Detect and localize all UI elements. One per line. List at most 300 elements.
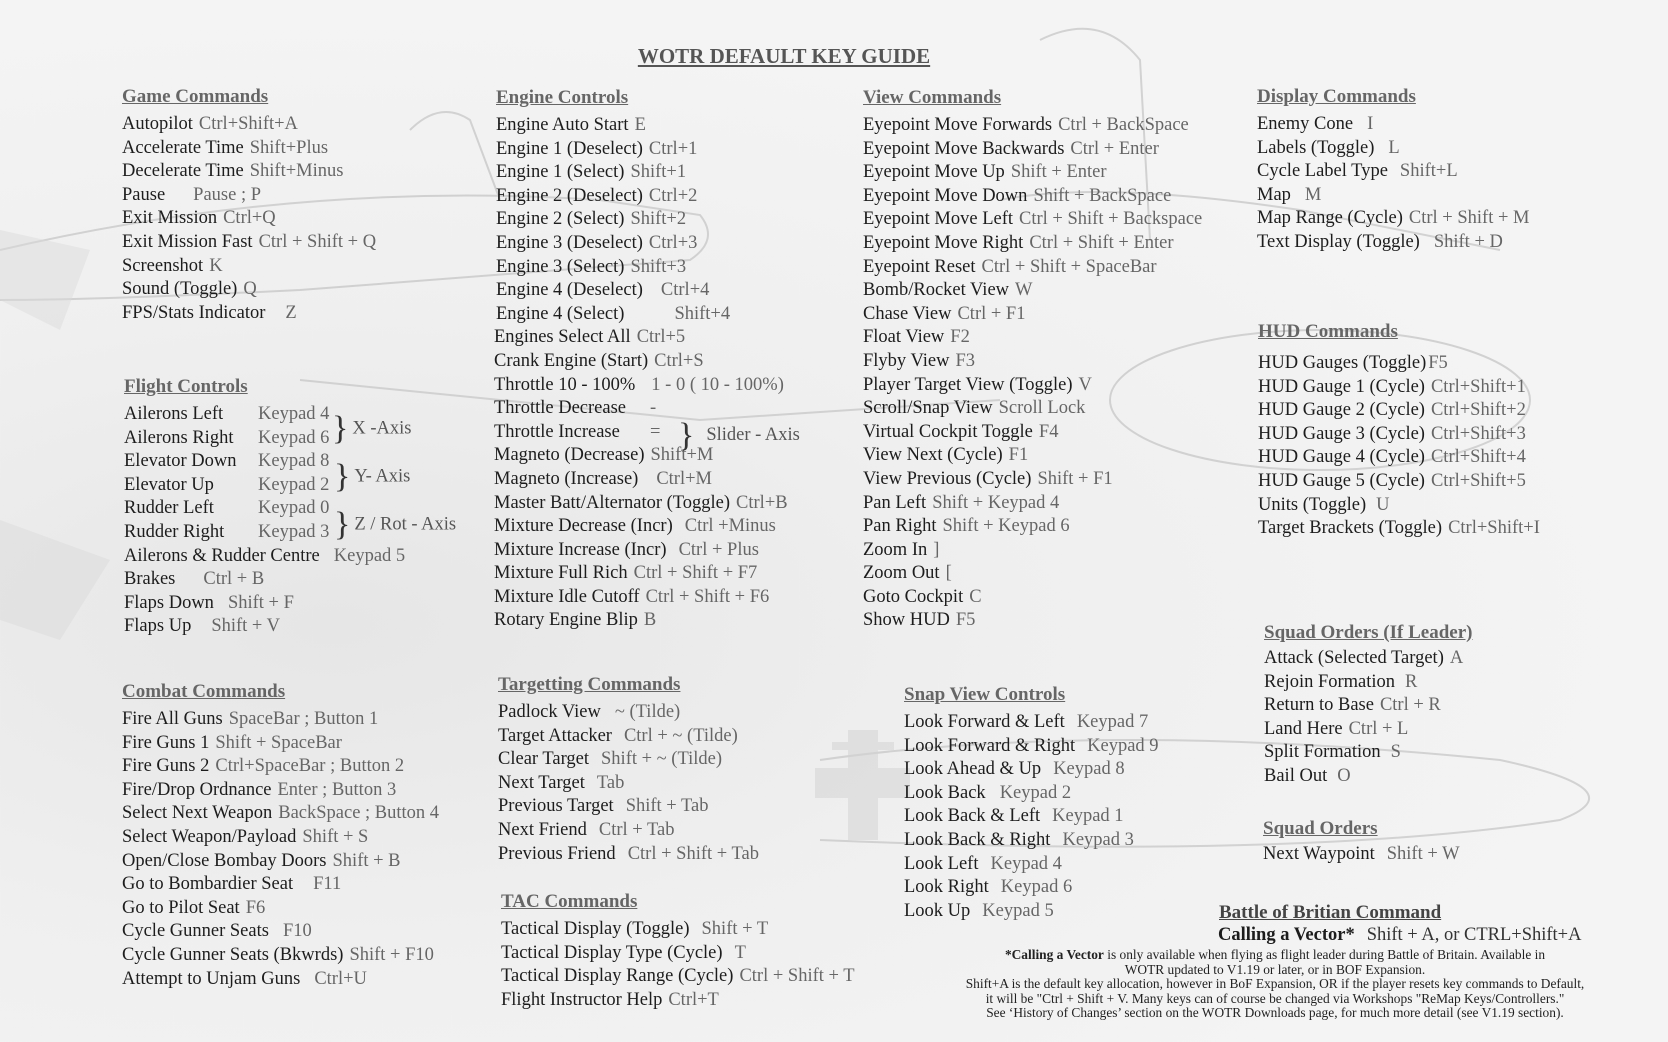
- key-row: [496, 279, 788, 303]
- action-label: Decelerate Time: [122, 161, 244, 182]
- key-row: [494, 468, 788, 492]
- key-row: [863, 468, 1202, 492]
- key-binding: Shift + BackSpace: [1033, 185, 1172, 206]
- key-row: [122, 873, 439, 897]
- key-binding: F1: [1008, 445, 1029, 466]
- action-label: Ailerons & Rudder Centre: [124, 545, 320, 566]
- action-label: Bail Out: [1264, 765, 1328, 786]
- action-label: Flaps Up: [124, 616, 192, 637]
- key-row: [1257, 160, 1529, 184]
- key-row: [1258, 423, 1540, 447]
- footnote-bold: *Calling a Vector: [1004, 947, 1104, 962]
- action-label: Virtual Cockpit Toggle: [863, 421, 1033, 442]
- squad-orders-leader-section: [1264, 622, 1472, 789]
- action-label: Elevator Down: [124, 451, 237, 472]
- action-label: Look Back & Left: [904, 806, 1041, 827]
- key-row: [904, 876, 1159, 900]
- action-label: Previous Friend: [498, 843, 616, 864]
- action-label: Open/Close Bombay Doors: [122, 850, 327, 871]
- key-binding: Ctrl + ~ (Tilde): [623, 725, 738, 746]
- key-row: [1264, 694, 1472, 718]
- action-label: Map Range (Cycle): [1257, 208, 1403, 229]
- key-binding: Ctrl + L: [1348, 718, 1409, 739]
- key-binding: F6: [245, 897, 266, 918]
- action-label: Scroll/Snap View: [863, 398, 993, 419]
- key-binding: T: [734, 942, 746, 963]
- key-row: [1257, 113, 1529, 137]
- key-row: [863, 303, 1202, 327]
- key-binding: Ctrl + Shift + Tab: [627, 843, 759, 864]
- action-label: Eyepoint Move Down: [863, 185, 1028, 206]
- action-label: Engine Auto Start: [496, 115, 629, 135]
- engine-controls-section: [496, 87, 788, 633]
- key-row: [1258, 352, 1540, 376]
- key-row: [498, 772, 759, 796]
- key-binding: Keypad 4: [258, 404, 330, 424]
- action-label: Padlock View: [498, 702, 601, 722]
- slider-axis-brace: } Slider - Axis: [678, 417, 800, 454]
- key-binding: Shift+1: [630, 162, 687, 183]
- key-binding: Ctrl +Minus: [684, 516, 776, 537]
- key-row: [1258, 399, 1540, 423]
- key-binding: F3: [955, 350, 975, 371]
- key-binding: Shift+3: [630, 256, 687, 277]
- key-binding: Ctrl+1: [648, 138, 698, 159]
- key-row: [904, 805, 1159, 829]
- action-label: View Next (Cycle): [863, 445, 1003, 466]
- action-label: Bomb/Rocket View: [863, 280, 1010, 301]
- key-binding: Ctrl + Shift + M: [1408, 208, 1530, 229]
- key-row: [501, 942, 855, 966]
- hud-commands-section: [1258, 321, 1540, 541]
- action-label: Next Waypoint: [1263, 844, 1375, 864]
- key-row: [904, 829, 1159, 853]
- key-row: [904, 853, 1159, 877]
- key-binding: L: [1388, 137, 1400, 158]
- key-row: [1257, 231, 1529, 255]
- action-label: Previous Target: [498, 796, 614, 817]
- key-binding: F10: [282, 921, 312, 942]
- key-row: [863, 185, 1202, 209]
- key-row: [122, 897, 439, 921]
- view-commands-section: [863, 87, 1202, 633]
- action-label: Look Back & Right: [904, 829, 1051, 850]
- key-row: [496, 256, 788, 280]
- action-label: HUD Gauge 1 (Cycle): [1258, 376, 1425, 397]
- key-binding: =: [650, 421, 661, 442]
- key-row: [122, 278, 376, 302]
- key-binding: Q: [243, 279, 257, 300]
- action-label: Pause: [122, 184, 166, 205]
- key-row: [496, 138, 788, 162]
- action-label: Engine 4 (Deselect): [496, 280, 643, 301]
- key-row: [501, 965, 855, 989]
- key-binding: B: [643, 610, 657, 631]
- key-binding: Ctrl + Plus: [678, 539, 759, 560]
- action-label: Select Weapon/Payload: [122, 826, 297, 847]
- key-binding: Ctrl + R: [1379, 695, 1441, 716]
- action-label: Rudder Left: [124, 498, 214, 519]
- key-binding: Shift + V: [211, 616, 281, 637]
- action-label: Fire Guns 1: [122, 732, 210, 753]
- action-label: Next Target: [498, 772, 585, 793]
- key-binding: Keypad 8: [258, 451, 330, 472]
- axis-label: Z / Rot - Axis: [354, 514, 457, 535]
- key-row: [122, 944, 439, 968]
- y-axis-brace: } Y- Axis: [334, 458, 411, 495]
- key-binding: Ctrl + Shift + T: [739, 966, 855, 987]
- key-binding: Shift+2: [630, 209, 687, 230]
- axis-label: X -Axis: [352, 418, 412, 439]
- key-row: [501, 989, 855, 1013]
- key-binding: Ctrl+SpaceBar ; Button 2: [215, 756, 405, 777]
- action-label: Flight Instructor Help: [501, 989, 663, 1010]
- key-binding: Ctrl+5: [636, 327, 686, 348]
- key-row: [1258, 446, 1540, 470]
- action-label: Fire All Guns: [122, 709, 223, 729]
- key-binding: Ctrl+T: [668, 989, 719, 1010]
- action-label: Map: [1257, 184, 1291, 205]
- axis-label: Slider - Axis: [706, 425, 800, 446]
- key-binding: Z: [285, 302, 297, 323]
- key-row: [498, 701, 759, 725]
- action-label: Attempt to Unjam Guns: [122, 968, 301, 989]
- key-binding: Shift + Keypad 4: [932, 492, 1060, 513]
- action-label: Exit Mission Fast: [122, 231, 253, 252]
- action-label: Eyepoint Move Left: [863, 209, 1014, 230]
- action-label: Tactical Display (Toggle): [501, 919, 690, 939]
- section-heading: Targetting Commands: [498, 674, 681, 695]
- section-heading: Squad Orders: [1263, 818, 1378, 839]
- action-label: Zoom In: [863, 539, 928, 560]
- section-heading: Battle of Britian Command: [1219, 902, 1442, 923]
- key-binding: Ctrl + Shift + Backspace: [1019, 209, 1203, 230]
- action-label: Mixture Increase (Incr): [494, 539, 667, 560]
- action-label: Engine 2 (Select): [496, 209, 625, 230]
- action-label: HUD Gauge 2 (Cycle): [1258, 400, 1425, 421]
- game-commands-section: [122, 86, 376, 325]
- key-row: [494, 492, 788, 516]
- action-label: Look Back: [904, 782, 986, 803]
- key-binding: Shift+L: [1399, 161, 1458, 182]
- key-row: [496, 208, 788, 232]
- key-binding: Ctrl+Shift+5: [1430, 470, 1526, 491]
- key-row: [863, 350, 1202, 374]
- key-binding: F11: [313, 874, 342, 895]
- key-binding: O: [1337, 765, 1351, 786]
- key-binding: Scroll Lock: [998, 398, 1086, 419]
- key-row: [863, 492, 1202, 516]
- action-label: Eyepoint Move Backwards: [863, 138, 1065, 159]
- key-binding: F5: [955, 610, 976, 631]
- footnote-line: Shift+A is the default key allocation, however in BoF Expansion, OR if the player resets key commands to Default,: [965, 976, 1585, 992]
- key-binding: SpaceBar ; Button 1: [228, 709, 379, 729]
- key-binding: BackSpace ; Button 4: [278, 803, 440, 824]
- key-row: [1264, 647, 1472, 671]
- action-label: Float View: [863, 327, 945, 348]
- targetting-commands-section: [498, 674, 759, 866]
- key-row: [122, 207, 376, 231]
- action-label: Target Attacker: [498, 725, 612, 746]
- action-label: Engine 2 (Deselect): [496, 185, 643, 206]
- key-row: [498, 819, 759, 843]
- key-binding: Ctrl+B: [736, 492, 788, 513]
- action-label: Magneto (Decrease): [494, 445, 645, 466]
- action-label: Go to Pilot Seat: [122, 897, 240, 918]
- key-binding: ~ (Tilde): [614, 702, 681, 722]
- action-label: Land Here: [1264, 718, 1343, 739]
- key-row: [863, 562, 1202, 586]
- action-label: Tactical Display Range (Cycle): [501, 966, 734, 987]
- key-binding: Keypad 2: [258, 474, 330, 495]
- key-row: [494, 374, 788, 398]
- key-row: [1264, 741, 1472, 765]
- footnote: [880, 948, 1668, 1021]
- action-label: Rejoin Formation: [1264, 671, 1396, 692]
- action-label: Look Forward & Left: [904, 712, 1065, 732]
- key-binding: Shift + W: [1386, 844, 1460, 864]
- key-row: [863, 586, 1202, 610]
- action-label: Tactical Display Type (Cycle): [501, 942, 723, 963]
- key-row: [1257, 137, 1529, 161]
- key-row: [122, 255, 376, 279]
- action-label: Target Brackets (Toggle): [1258, 518, 1443, 539]
- footnote-line: WOTR updated to V1.19 or later, or in BOF Expansion.: [1124, 961, 1426, 977]
- action-label: Zoom Out: [863, 563, 940, 584]
- action-label: Throttle Increase: [494, 421, 620, 442]
- footnote-text: is only available when flying as flight leader during Battle of Britain. Available in: [1103, 947, 1546, 962]
- key-row: [122, 968, 439, 992]
- key-binding: Shift+Plus: [249, 137, 329, 158]
- key-row: [1258, 494, 1540, 518]
- key-row: [494, 586, 788, 610]
- key-binding: Ctrl + Shift + F6: [645, 586, 770, 607]
- key-binding: Ctrl+Shift+2: [1430, 400, 1526, 421]
- action-label: Master Batt/Alternator (Toggle): [494, 492, 731, 513]
- key-row: [122, 755, 439, 779]
- section-heading: Display Commands: [1257, 86, 1416, 107]
- action-label: Ailerons Left: [124, 404, 224, 424]
- action-label: HUD Gauges (Toggle): [1258, 353, 1427, 373]
- key-binding: Shift + Enter: [1010, 162, 1107, 183]
- key-binding: M: [1304, 184, 1322, 205]
- action-label: FPS/Stats Indicator: [122, 302, 266, 323]
- footnote-line: See ‘History of Changes’ section on the WOTR Downloads page, for much more detail (see V1.19 section).: [986, 1005, 1564, 1021]
- key-row: [122, 920, 439, 944]
- key-binding: Keypad 7: [1076, 712, 1149, 732]
- action-label: Return to Base: [1264, 695, 1374, 716]
- footnote-line: it will be "Ctrl + Shift + V. Many keys can of course be changed via Workshops "ReMap Keys/Controllers.": [985, 990, 1565, 1006]
- key-binding: Shift+4: [674, 303, 731, 324]
- key-binding: Shift + B: [332, 850, 401, 871]
- key-binding: Shift + Keypad 6: [942, 516, 1070, 537]
- key-binding: E: [634, 115, 646, 135]
- key-row: [904, 782, 1159, 806]
- key-row: [122, 779, 439, 803]
- key-row: [863, 208, 1202, 232]
- key-row: [863, 114, 1202, 138]
- key-binding: S: [1390, 742, 1401, 763]
- section-heading: TAC Commands: [501, 891, 638, 912]
- snap-view-controls-section: [904, 684, 1159, 923]
- key-row: [498, 795, 759, 819]
- action-label: Engine 3 (Deselect): [496, 232, 643, 253]
- key-binding: I: [1367, 114, 1374, 134]
- key-row: [1257, 184, 1529, 208]
- key-row: [904, 758, 1159, 782]
- action-label: Text Display (Toggle): [1257, 231, 1420, 252]
- key-row: [863, 444, 1202, 468]
- action-label: Brakes: [124, 569, 176, 590]
- section-heading: Squad Orders (If Leader): [1264, 622, 1473, 643]
- action-label: Eyepoint Move Right: [863, 232, 1024, 253]
- key-binding: K: [209, 255, 223, 276]
- key-row: [863, 539, 1202, 563]
- key-binding: F5: [1428, 353, 1448, 373]
- action-label: Pan Left: [863, 492, 927, 513]
- key-binding: Shift+Minus: [249, 161, 344, 182]
- action-label: Mixture Idle Cutoff: [494, 586, 640, 607]
- key-binding: U: [1376, 494, 1390, 515]
- key-row: [863, 279, 1202, 303]
- key-row: [1258, 517, 1540, 541]
- action-label: Eyepoint Move Up: [863, 162, 1005, 183]
- key-binding: Ctrl + BackSpace: [1058, 115, 1189, 135]
- key-binding: Keypad 0: [258, 498, 330, 519]
- key-row: [122, 826, 439, 850]
- key-row: [1264, 718, 1472, 742]
- key-row: [494, 350, 788, 374]
- action-label: Attack (Selected Target): [1264, 648, 1444, 668]
- action-label: Flaps Down: [124, 592, 214, 613]
- action-label: Flyby View: [863, 350, 950, 371]
- action-label: HUD Gauge 3 (Cycle): [1258, 423, 1425, 444]
- key-row: [122, 850, 439, 874]
- key-binding: Ctrl + Shift + F7: [633, 563, 758, 584]
- key-row: [496, 232, 788, 256]
- action-label: Enemy Cone: [1257, 114, 1354, 134]
- key-binding: R: [1405, 671, 1418, 692]
- action-label: Player Target View (Toggle): [863, 374, 1073, 395]
- key-row: [494, 397, 788, 421]
- calling-vector-row: [1218, 925, 1581, 946]
- key-binding: Ctrl+U: [314, 968, 367, 989]
- key-row: [122, 184, 376, 208]
- action-label: Sound (Toggle): [122, 279, 238, 300]
- key-binding: Keypad 1: [1052, 806, 1124, 827]
- action-label: Mixture Decrease (Incr): [494, 516, 673, 537]
- action-label: Engine 1 (Select): [496, 162, 625, 183]
- key-binding: Shift + A, or CTRL+Shift+A: [1366, 925, 1582, 945]
- key-binding: Ctrl + Enter: [1070, 138, 1159, 159]
- key-binding: Keypad 3: [258, 521, 330, 542]
- z-axis-brace: } Z / Rot - Axis: [334, 506, 457, 543]
- x-axis-brace: } X -Axis: [332, 410, 412, 447]
- action-label: Rotary Engine Blip: [494, 610, 638, 631]
- key-row: [494, 562, 788, 586]
- action-label: Next Friend: [498, 819, 587, 840]
- key-binding: Ctrl+M: [656, 468, 712, 489]
- action-label: Mixture Full Rich: [494, 563, 628, 584]
- key-binding: Ctrl+2: [648, 185, 698, 206]
- action-label: Look Ahead & Up: [904, 759, 1042, 780]
- action-label: Engine 4 (Select): [496, 303, 625, 324]
- key-binding: Ctrl + Tab: [598, 819, 675, 840]
- key-row: [122, 137, 376, 161]
- section-heading: Flight Controls: [124, 376, 248, 397]
- key-row: [1263, 843, 1460, 867]
- action-label: Goto Cockpit: [863, 586, 964, 607]
- key-row: [124, 568, 405, 592]
- action-label: HUD Gauge 4 (Cycle): [1258, 447, 1425, 468]
- action-label: Rudder Right: [124, 521, 225, 542]
- key-row: [863, 515, 1202, 539]
- action-label: Clear Target: [498, 749, 590, 770]
- key-binding: Ctrl+S: [654, 350, 704, 371]
- key-binding: C: [969, 586, 982, 607]
- key-binding: Keypad 6: [1000, 877, 1073, 898]
- key-row: [863, 161, 1202, 185]
- key-binding: Ctrl + Shift + SpaceBar: [981, 256, 1157, 277]
- action-label: Look Right: [904, 877, 989, 898]
- key-row: [122, 732, 439, 756]
- key-row: [904, 900, 1159, 924]
- display-commands-section: [1257, 86, 1529, 255]
- key-row: [904, 711, 1159, 735]
- key-binding: Ctrl+Q: [223, 208, 276, 229]
- action-label: Cycle Gunner Seats: [122, 921, 269, 942]
- key-row: [494, 609, 788, 633]
- action-label: Screenshot: [122, 255, 204, 276]
- key-row: [496, 303, 788, 327]
- axis-label: Y- Axis: [354, 466, 411, 487]
- key-row: [863, 232, 1202, 256]
- key-binding: Ctrl + F1: [957, 303, 1026, 324]
- action-label: Crank Engine (Start): [494, 350, 649, 371]
- action-label: Accelerate Time: [122, 137, 244, 158]
- section-heading: Snap View Controls: [904, 684, 1066, 705]
- key-row: [122, 231, 376, 255]
- footnote-line: [880, 948, 1668, 963]
- action-label: Split Formation: [1264, 742, 1381, 763]
- page-title: WOTR DEFAULT KEY GUIDE: [637, 44, 931, 68]
- action-label: Eyepoint Move Forwards: [863, 115, 1053, 135]
- key-row: [1257, 207, 1529, 231]
- action-label: Look Up: [904, 900, 971, 921]
- key-row: [863, 374, 1202, 398]
- key-row: [863, 609, 1202, 633]
- key-row: [124, 592, 405, 616]
- action-label: View Previous (Cycle): [863, 468, 1032, 489]
- key-row: [498, 843, 759, 867]
- key-binding: Keypad 2: [999, 782, 1072, 803]
- key-row: [124, 545, 405, 569]
- key-row: [863, 397, 1202, 421]
- key-binding: Shift + F10: [349, 944, 434, 965]
- action-label: Engines Select All: [494, 327, 631, 348]
- key-binding: Keypad 3: [1062, 829, 1134, 850]
- key-binding: Pause ; P: [193, 184, 262, 205]
- action-label: Cycle Gunner Seats (Bkwrds): [122, 944, 344, 965]
- action-label: HUD Gauge 5 (Cycle): [1258, 470, 1425, 491]
- key-row: [501, 918, 855, 942]
- key-row: [122, 160, 376, 184]
- squad-orders-section: [1263, 818, 1460, 867]
- key-binding: Shift + Tab: [625, 796, 709, 817]
- key-row: [863, 138, 1202, 162]
- key-binding: F4: [1038, 421, 1059, 442]
- action-label: Throttle 10 - 100%: [494, 374, 636, 395]
